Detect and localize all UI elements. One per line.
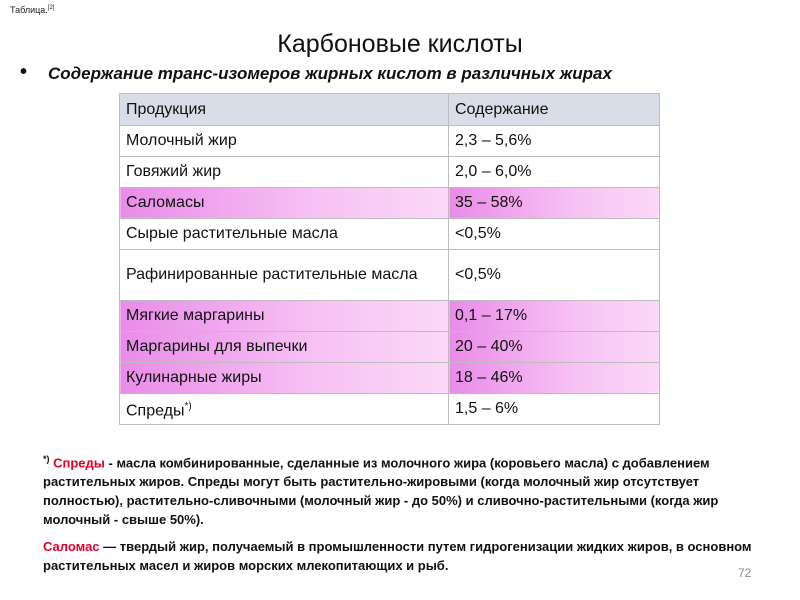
definition-text: — твердый жир, получаемый в промышленности путем гидрогенизации жидких жиров, в основном растительных масел и жиров морских млекопитающих и рыб. — [43, 539, 752, 573]
table-row-highlighted — [120, 332, 660, 363]
footnote-text: - масла комбинированные, сделанные из молочного жира (коровьего масла) с добавлением растительных жиров. Спреды могут быть растительно-жировыми (когда молочный жир отсутствует полностью), растительно-сливочными (молочный жир - до 50%) и сливочно-растительными (когда жир молочный - свыше 50%). — [43, 455, 719, 528]
slide-title: Карбоновые кислоты — [277, 30, 523, 58]
product-cell: Рафинированные растительные масла — [120, 250, 449, 301]
footnote-term: Спреды — [53, 455, 105, 471]
table-row-highlighted — [120, 188, 660, 219]
bullet-icon: • — [20, 61, 28, 83]
table-row-highlighted — [120, 301, 660, 332]
table-row — [120, 219, 660, 250]
value-cell: 1,5 – 6% — [449, 394, 660, 425]
value-cell: 0,1 – 17% — [449, 301, 660, 332]
value-cell: 2,0 – 6,0% — [449, 157, 660, 188]
slide-subtitle — [20, 61, 612, 84]
product-cell: Мягкие маргарины — [120, 301, 449, 332]
product-text: Спреды — [126, 402, 185, 420]
table-row-highlighted — [120, 363, 660, 394]
value-cell: <0,5% — [449, 219, 660, 250]
product-cell — [120, 394, 449, 425]
definition — [43, 537, 763, 575]
value-cell: 18 – 46% — [449, 363, 660, 394]
source-label-text: Таблица. — [10, 5, 48, 15]
subtitle-text: Содержание транс-изомеров жирных кислот в различных жирах — [48, 64, 612, 83]
definition-term: Саломас — [43, 539, 100, 554]
footnote — [43, 450, 763, 529]
header-content: Содержание — [449, 94, 660, 126]
product-cell: Молочный жир — [120, 126, 449, 157]
trans-isomers-table — [119, 93, 660, 425]
product-cell: Саломасы — [120, 188, 449, 219]
table-row — [120, 394, 660, 425]
value-cell: <0,5% — [449, 250, 660, 301]
value-cell: 2,3 – 5,6% — [449, 126, 660, 157]
product-cell: Сырые растительные масла — [120, 219, 449, 250]
product-cell: Кулинарные жиры — [120, 363, 449, 394]
product-cell: Маргарины для выпечки — [120, 332, 449, 363]
table-header-row — [120, 94, 660, 126]
footnote-marker: *) — [184, 400, 192, 412]
page-number: 72 — [738, 566, 752, 580]
table-row — [120, 126, 660, 157]
header-product: Продукция — [120, 94, 449, 126]
table-row — [120, 250, 660, 301]
source-label-ref[interactable]: [2] — [47, 5, 55, 11]
value-cell: 20 – 40% — [449, 332, 660, 363]
footnote-marker: *) — [43, 454, 50, 464]
source-label — [10, 5, 54, 15]
table-row — [120, 157, 660, 188]
product-cell: Говяжий жир — [120, 157, 449, 188]
value-cell: 35 – 58% — [449, 188, 660, 219]
